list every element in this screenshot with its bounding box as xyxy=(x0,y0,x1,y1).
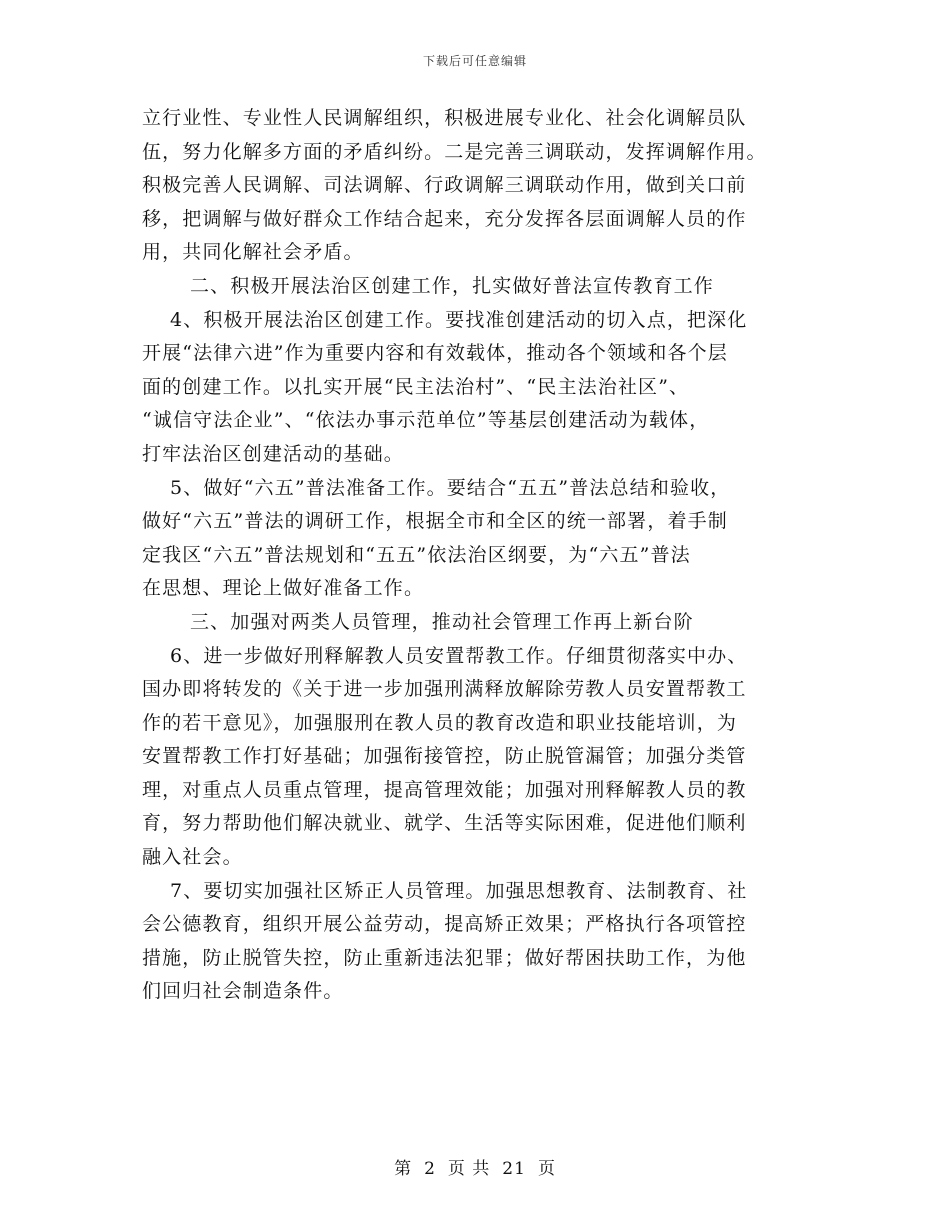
footer-total-pages: 21 xyxy=(502,1159,526,1179)
text-line: 国办即将转发的《关于进一步加强刑满释放解除劳教人员安置帮教工 xyxy=(142,678,747,701)
page-header: 下载后可任意编辑 xyxy=(422,54,527,68)
text-line: 积极完善人民调解、司法调解、行政调解三调联动作用，做到关口前 xyxy=(142,174,747,197)
text-line: 打牢法治区创建活动的基础。 xyxy=(142,442,404,465)
text-line: 7、要切实加强社区矫正人员管理。加强思想教育、法制教育、社 xyxy=(170,879,748,902)
text-line: 融入社会。 xyxy=(142,846,243,869)
text-line: 作的若干意见》，加强服刑在教人员的教育改造和职业技能培训，为 xyxy=(142,711,738,734)
text-line: 4、积极开展法治区创建工作。要找准创建活动的切入点，把深化 xyxy=(170,308,748,331)
text-line: 会公德教育，组织开展公益劳动，提高矫正效果；严格执行各项管控 xyxy=(142,913,747,936)
footer-suffix: 页 xyxy=(537,1159,556,1179)
text-line: 安置帮教工作打好基础；加强衔接管控，防止脱管漏管；加强分类管 xyxy=(142,745,747,768)
text-line: 三、加强对两类人员管理，推动社会管理工作再上新台阶 xyxy=(190,610,694,633)
text-line: 立行业性、专业性人民调解组织，积极进展专业化、社会化调解员队 xyxy=(142,107,747,129)
text-line: “诚信守法企业”、“依法办事示范单位”等基层创建活动为载体， xyxy=(142,409,710,432)
page-footer xyxy=(0,1154,950,1179)
text-line: 育，努力帮助他们解决就业、就学、生活等实际困难，促进他们顺利 xyxy=(142,812,747,835)
text-line: 措施，防止脱管失控，防止重新违法犯罪；做好帮困扶助工作，为他 xyxy=(142,946,747,969)
text-line: 伍，努力化解多方面的矛盾纠纷。二是完善三调联动，发挥调解作用。 xyxy=(142,140,767,163)
text-line: 开展“法律六进”作为重要内容和有效载体，推动各个领域和各个层 xyxy=(142,342,728,365)
text-line: 5、做好“六五”普法准备工作。要结合“五五”普法总结和验收， xyxy=(170,476,731,499)
document-body xyxy=(142,102,822,1009)
footer-middle: 页 共 xyxy=(447,1159,491,1179)
text-line: 二、积极开展法治区创建工作，扎实做好普法宣传教育工作 xyxy=(190,274,714,297)
text-line: 6、进一步做好刑释解教人员安置帮教工作。仔细贯彻落实中办、 xyxy=(170,644,748,667)
text-line: 在思想、理论上做好准备工作。 xyxy=(142,577,425,600)
text-line: 移，把调解与做好群众工作结合起来，充分发挥各层面调解人员的作 xyxy=(142,207,747,230)
text-line: 做好“六五”普法的调研工作，根据全市和全区的统一部署，着手制 xyxy=(142,510,728,533)
text-line: 用，共同化解社会矛盾。 xyxy=(142,241,364,264)
text-line: 们回归社会制造条件。 xyxy=(142,980,344,1003)
footer-prefix: 第 xyxy=(394,1159,413,1179)
text-line: 定我区“六五”普法规划和“五五”依法治区纲要，为“六五”普法 xyxy=(142,543,691,566)
footer-page-number: 2 xyxy=(424,1159,436,1179)
text-line: 理，对重点人员重点管理，提高管理效能；加强对刑释解教人员的教 xyxy=(142,778,747,801)
text-line: 面的创建工作。以扎实开展“民主法治村”、“民主法治社区”、 xyxy=(142,375,690,398)
